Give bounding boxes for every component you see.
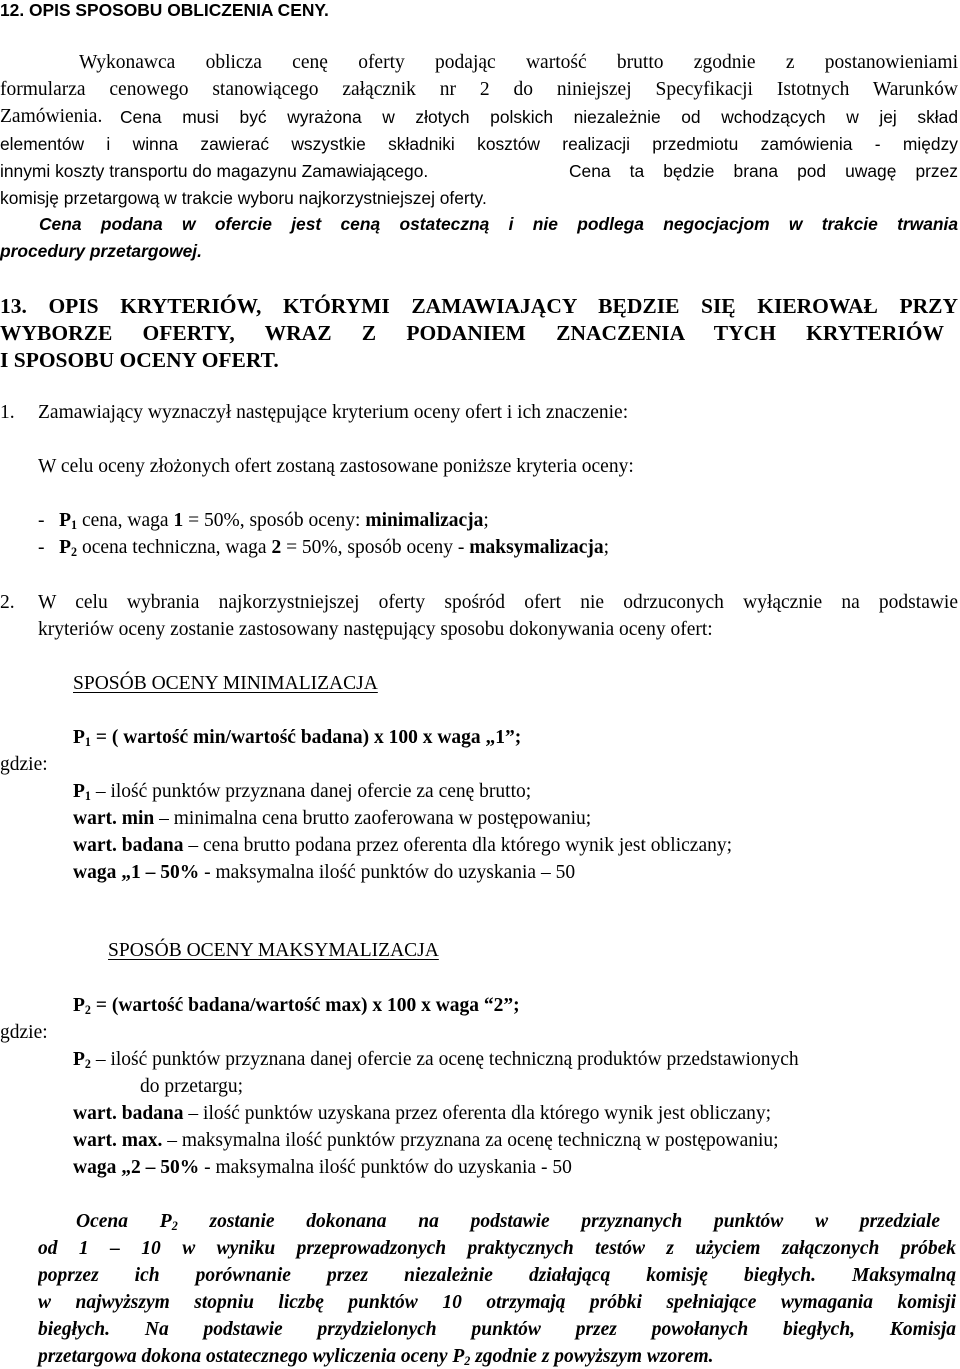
s12-p1-sans-line2: elementów i winna zawierać wszystkie składniki kosztów realizacji przedmiotu zamówienia - między [0,134,958,154]
item-2-line1: W celu wybrania najkorzystniejszej oferty spośród ofert nie odrzuconych wyłącznie na podstawie [38,592,958,613]
item-2-line2: kryteriów oceny zostanie zastosowany następujący sposobu dokonywania oceny ofert: [38,619,713,640]
max-def-p2: $P_2$ – ilość punktów przyznana danej ofercie za ocenę techniczną produktów przedstawionych [73,1049,799,1072]
minimalizacja-gdzie: gdzie: [0,754,48,775]
item-1-number: 1. [0,402,15,423]
s12-p1-sans-line1: Cena musi być wyrażona w złotych polskich niezależnie od wchodzących w jej skład [120,107,958,127]
max-def-wart-max: wart. max. – maksymalna ilość punktów przyznana za ocenę techniczną w postępowaniu; [73,1130,779,1151]
s12-p1-line2: formularza cenowego stanowiącego załącznik nr 2 do niniejszej Specyfikacji Istotnych Warunków [0,79,958,100]
s12-p1-sans-line4: komisję przetargową w trakcie wyboru najkorzystniejszej oferty. [0,188,487,208]
section-13-heading-line1: 13. OPIS KRYTERIÓW, KTÓRYMI ZAMAWIAJĄCY BĘDZIE SIĘ KIEROWAŁ PRZY [0,294,958,318]
section-13-heading-line3: I SPOSOBU OCENY OFERT. [0,348,279,372]
min-def-wart-min: wart. min – minimalna cena brutto zaoferowana w postępowaniu; [73,808,592,829]
s12-p1-line3: Zamówienia. [0,106,103,127]
criterion-p1: - $P_1$ cena, waga 1 = 50%, sposób oceny: minimalizacja; [38,510,489,533]
maksymalizacja-gdzie: gdzie: [0,1022,48,1043]
s12-p2-line1: Cena podana w ofercie jest ceną ostateczną i nie podlega negocjacjom w trakcie trwania [39,214,958,234]
closing-line2: od 1 – 10 w wyniku przeprowadzonych praktycznych testów z użyciem załączonych próbek [38,1238,956,1259]
s12-p1-line1: Wykonawca oblicza cenę oferty podając wartość brutto zgodnie z postanowieniami [79,52,958,73]
s12-p1-sans-line3: innymi koszty transportu do magazynu Zamawiającego. [0,161,429,181]
max-def-p2-cont: do przetargu; [140,1076,244,1097]
item-2-number: 2. [0,592,15,613]
maksymalizacja-title: SPOSÓB OCENY MAKSYMALIZACJA [108,940,439,961]
s12-p1-sans-line3b: Cena ta będzie brana pod uwagę przez [569,161,958,181]
section-13-heading-line2: WYBORZE OFERTY, WRAZ Z PODANIEM ZNACZENIA TYCH KRYTERIÓW [0,321,944,345]
s12-p2-line2: procedury przetargowej. [0,241,202,261]
closing-line1: Ocena $P_2$ zostanie dokonana na podstawie przyznanych punktów w przedziale [76,1211,940,1233]
closing-line3: poprzez ich porównanie przez niezależnie działającą komisję biegłych. Maksymalną [38,1265,956,1286]
closing-line4: w najwyższym stopniu liczbę punktów 10 otrzymają próbki spełniające wymagania komisji [38,1292,956,1313]
min-def-waga: waga „1 – 50% - maksymalna ilość punktów do uzyskania – 50 [73,862,576,883]
min-def-p1: $P_1$ – ilość punktów przyznana danej ofercie za cenę brutto; [73,781,532,804]
criterion-p2: - $P_2$ ocena techniczna, waga 2 = 50%, sposób oceny - maksymalizacja; [38,537,610,560]
maksymalizacja-formula: $P_2$ = (wartość badana/wartość max) x 100 x waga “2”; [73,995,520,1018]
minimalizacja-title: SPOSÓB OCENY MINIMALIZACJA [73,673,378,694]
minimalizacja-formula: $P_1$ = ( wartość min/wartość badana) x 100 x waga „1”; [73,727,522,750]
closing-line5: biegłych. Na podstawie przydzielonych punktów przez powołanych biegłych, Komisja [38,1319,956,1340]
item-1-text: Zamawiający wyznaczył następujące kryterium oceny ofert i ich znaczenie: [38,402,629,423]
max-def-wart-badana: wart. badana – ilość punktów uzyskana przez oferenta dla którego wynik jest obliczany; [73,1103,772,1124]
closing-line6: przetargowa dokona ostatecznego wyliczenia oceny $P_2$ zgodnie z powyższym wzorem. [38,1346,714,1369]
max-def-waga: waga „2 – 50% - maksymalna ilość punktów do uzyskania - 50 [73,1157,572,1178]
criteria-intro: W celu oceny złożonych ofert zostaną zastosowane poniższe kryteria oceny: [38,456,634,477]
section-12-heading: 12. OPIS SPOSOBU OBLICZENIA CENY. [0,0,329,20]
min-def-wart-badana: wart. badana – cena brutto podana przez oferenta dla którego wynik jest obliczany; [73,835,733,856]
